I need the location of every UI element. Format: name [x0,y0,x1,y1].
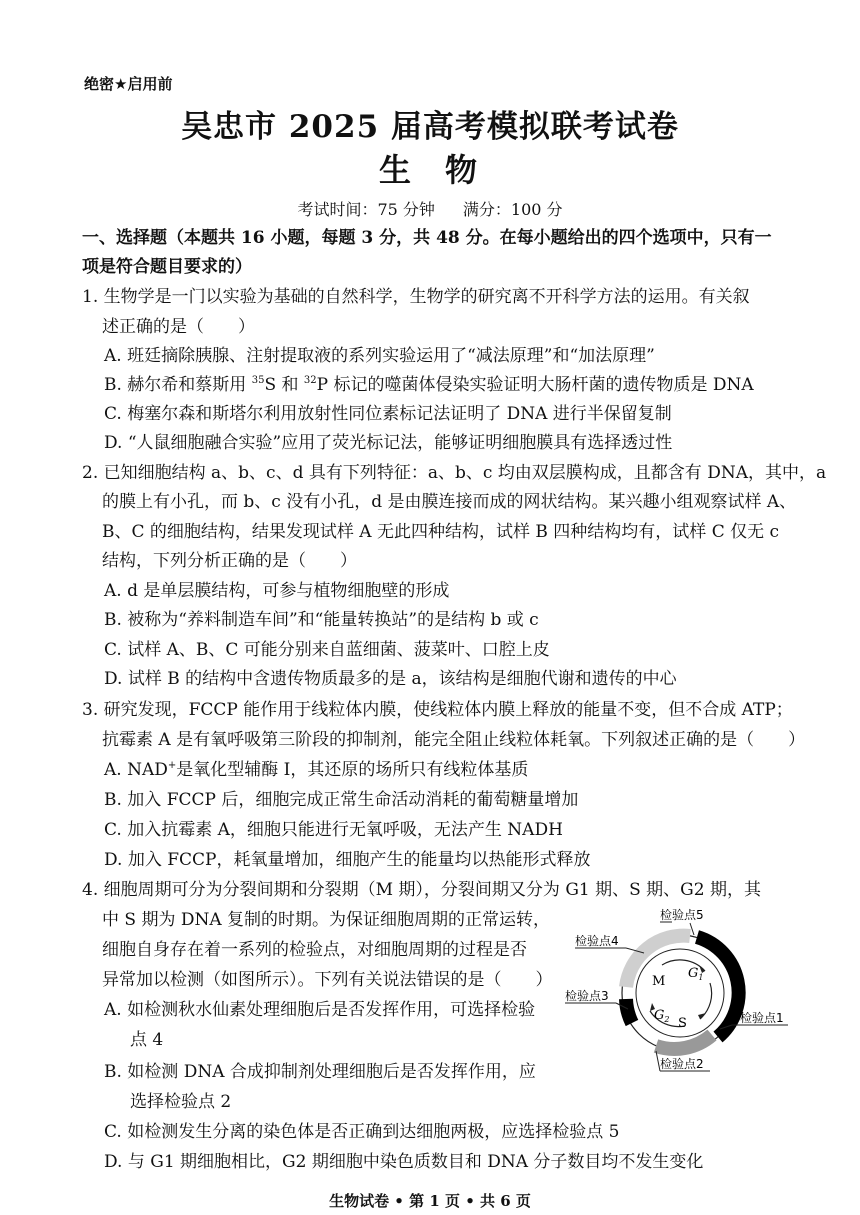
checkpoint-2-label: 检验点2 [660,1057,704,1071]
q3-stem-line1: 3. 研究发现，FCCP 能作用于线粒体内膜，使线粒体内膜上释放的能量不变，但不合成 ATP； [82,700,793,720]
q4-stem-line4: 异常加以检测（如图所示）。下列有关说法错误的是（ ） [102,970,553,990]
checkpoint-5-pointer [690,923,694,935]
q2-option-c: C. 试样 A、B、C 可能分别来自蓝细菌、菠菜叶、口腔上皮 [104,640,550,660]
exam-info [0,197,860,220]
q4-option-b-line1: B. 如检测 DNA 合成抑制剂处理细胞后是否发挥作用，应 [104,1062,536,1082]
q1-option-a: A. 班廷摘除胰腺、注射提取液的系列实验运用了“减法原理”和“加法原理” [104,346,655,366]
q1-option-c: C. 梅塞尔森和斯塔尔利用放射性同位素标记法证明了 DNA 进行半保留复制 [104,404,672,424]
phase-s-label: S [678,1016,687,1031]
q1-option-d: D. “人鼠细胞融合实验”应用了荧光标记法，能够证明细胞膜具有选择透过性 [104,433,673,453]
page-footer: 生物试卷 • 第 1 页 • 共 6 页 [329,1192,531,1210]
exam-title: 吴忠市 2025 届高考模拟联考试卷 [181,109,679,145]
q1-stem-line2: 述正确的是（ ） [102,317,255,337]
q3-option-c: C. 加入抗霉素 A，细胞只能进行无氧呼吸，无法产生 NADH [104,820,563,840]
section-heading-line1: 一、选择题（本题共 16 小题，每题 3 分，共 48 分。在每小题给出的四个选项中，只有一 [82,228,772,248]
q3-stem-line2: 抗霉素 A 是有氧呼吸第三阶段的抑制剂，能完全阻止线粒体耗氧。下列叙述正确的是（ ） [102,730,806,750]
section-heading-line2: 项是符合题目要求的） [82,257,252,277]
q2-option-a: A. d 是单层膜结构，可参与植物细胞壁的形成 [104,581,450,601]
q3-option-b: B. 加入 FCCP 后，细胞完成正常生命活动消耗的葡萄糖量增加 [104,790,579,810]
checkpoint-4-label: 检验点4 [575,934,619,948]
q4-option-c: C. 如检测发生分离的染色体是否正确到达细胞两极，应选择检验点 5 [104,1122,620,1142]
q4-stem-line3: 细胞自身存在着一系列的检验点，对细胞周期的过程是否 [102,940,527,960]
cell-cycle-diagram [560,905,790,1075]
subject-title: 生物 [378,151,511,189]
checkpoint-1-label: 检验点1 [740,1011,784,1025]
q2-option-d: D. 试样 B 的结构中含遗传物质最多的是 a，该结构是细胞代谢和遗传的中心 [104,669,677,689]
q2-stem-line4: 结构，下列分析正确的是（ ） [102,551,357,571]
phase-m-label: M [652,974,666,989]
q4-stem-line2: 中 S 期为 DNA 复制的时期。为保证细胞周期的正常运转， [102,910,551,930]
q3-option-a: A. NAD+是氧化型辅酶 I，其还原的场所只有线粒体基质 [104,760,529,780]
q4-option-b-line2: 选择检验点 2 [130,1092,232,1112]
phase-g1-label: $G_1$ [688,966,704,982]
q4-stem-line1: 4. 细胞周期可分为分裂间期和分裂期（M 期），分裂间期又分为 G1 期、S 期、G2 期，其 [82,880,761,900]
g2-m-arc [626,999,632,1023]
q2-stem-line3: B、C 的细胞结构，结果发现试样 A 无此四种结构，试样 B 四种结构均有，试样 C 仅无 c [102,522,780,542]
confidential-label: 绝密★启用前 [84,75,173,93]
q1-stem-line1: 1. 生物学是一门以实验为基础的自然科学，生物学的研究离不开科学方法的运用。有关叙 [82,287,750,307]
q4-option-d: D. 与 G1 期细胞相比，G2 期细胞中染色质数目和 DNA 分子数目均不发生变化 [104,1152,704,1172]
exam-score: 满分：100 分 [462,200,563,219]
q4-option-a-line1: A. 如检测秋水仙素处理细胞后是否发挥作用，可选择检验 [104,1000,536,1020]
exam-time: 考试时间：75 分钟 [297,200,435,219]
q1-option-b: B. 赫尔希和蔡斯用 $^{35}$S 和 $^{32}$P 标记的噬菌体侵染实验证明大肠杆菌的遗传物质是 DNA [104,375,754,395]
checkpoint-3-label: 检验点3 [565,989,609,1003]
q2-option-b: B. 被称为“养料制造车间”和“能量转换站”的是结构 b 或 c [104,610,539,630]
q3-option-d: D. 加入 FCCP，耗氧量增加，细胞产生的能量均以热能形式释放 [104,850,591,870]
q2-stem-line2: 的膜上有小孔，而 b、c 没有小孔，d 是由膜连接而成的网状结构。某兴趣小组观察试样 A、 [102,492,797,512]
q2-stem-line1: 2. 已知细胞结构 a、b、c、d 具有下列特征：a、b、c 均由双层膜构成，且都含有 DNA，其中，a [82,463,827,483]
q4-option-a-line2: 点 4 [130,1030,164,1050]
phase-g2-label: $G_2$ [654,1008,670,1024]
checkpoint-5-label: 检验点5 [660,908,704,922]
